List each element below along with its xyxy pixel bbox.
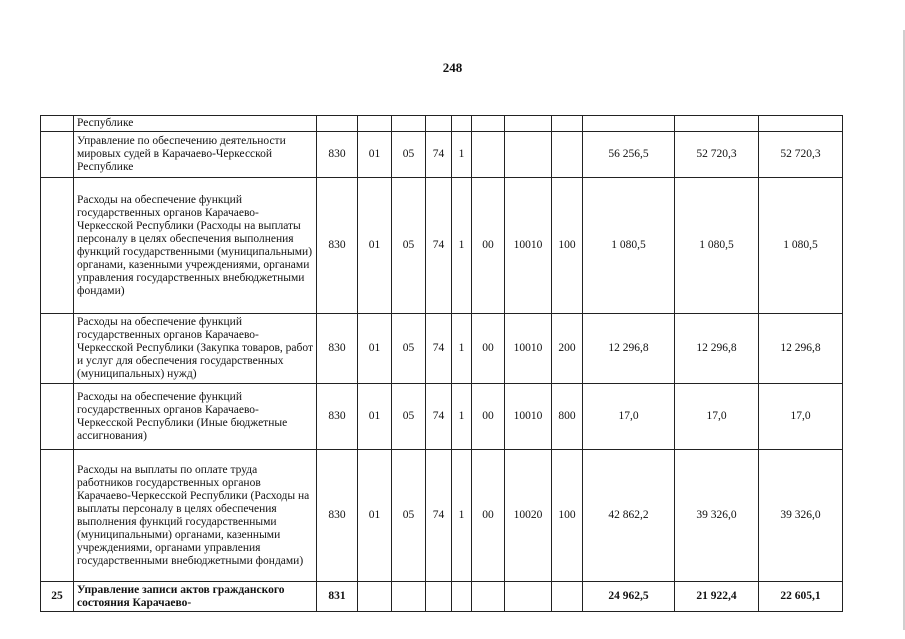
code-program: 74 xyxy=(426,178,452,314)
table-row xyxy=(41,178,843,314)
code-activity: 00 xyxy=(472,314,505,384)
code-section xyxy=(358,582,392,612)
code-subprogram: 1 xyxy=(452,384,472,450)
code-activity xyxy=(472,132,505,178)
code-program xyxy=(426,582,452,612)
code-activity: 00 xyxy=(472,178,505,314)
code-section: 01 xyxy=(358,384,392,450)
code-subprogram xyxy=(452,582,472,612)
row-index: 25 xyxy=(41,582,74,612)
code-section: 01 xyxy=(358,450,392,582)
amount-year-2: 52 720,3 xyxy=(675,132,759,178)
page-number: 248 xyxy=(442,60,463,75)
table-row xyxy=(41,450,843,582)
code-subprogram xyxy=(452,116,472,132)
row-index xyxy=(41,450,74,582)
table-row xyxy=(41,582,843,612)
code-program: 74 xyxy=(426,450,452,582)
code-direction: 10010 xyxy=(505,178,552,314)
row-index xyxy=(41,178,74,314)
row-name: Расходы на выплаты по оплате труда работников государственных органов Карачаево-Черкесской Республики (Расходы на выплаты персоналу в целях обеспечения выполнения функций государственными (муниципальными) органами, казенными учреждениями, органами управления государственными внебюджетными фондами) xyxy=(74,450,317,582)
row-name: Республике xyxy=(74,116,317,132)
amount-year-1: 12 296,8 xyxy=(583,314,675,384)
code-subsection: 05 xyxy=(392,132,426,178)
amount-year-1 xyxy=(583,116,675,132)
code-admin: 830 xyxy=(317,314,358,384)
table-row xyxy=(41,384,843,450)
row-name: Управление по обеспечению деятельности мировых судей в Карачаево-Черкесской Республике xyxy=(74,132,317,178)
code-subsection: 05 xyxy=(392,314,426,384)
code-admin: 830 xyxy=(317,132,358,178)
code-section: 01 xyxy=(358,132,392,178)
amount-year-1: 17,0 xyxy=(583,384,675,450)
row-name: Расходы на обеспечение функций государственных органов Карачаево-Черкесской Республики (Иные бюджетные ассигнования) xyxy=(74,384,317,450)
code-subprogram: 1 xyxy=(452,450,472,582)
code-activity: 00 xyxy=(472,450,505,582)
code-direction xyxy=(505,116,552,132)
code-admin xyxy=(317,116,358,132)
amount-year-2: 39 326,0 xyxy=(675,450,759,582)
table-row xyxy=(41,116,843,132)
code-subsection: 05 xyxy=(392,384,426,450)
amount-year-2: 17,0 xyxy=(675,384,759,450)
amount-year-1: 1 080,5 xyxy=(583,178,675,314)
amount-year-3: 22 605,1 xyxy=(759,582,843,612)
amount-year-3: 1 080,5 xyxy=(759,178,843,314)
code-subsection xyxy=(392,582,426,612)
code-expense-type xyxy=(552,132,583,178)
row-name: Расходы на обеспечение функций государственных органов Карачаево-Черкесской Республики (Расходы на выплаты персоналу в целях обеспечения выполнения функций государственными (муниципальными) органами, казенными учреждениями, органами управления государственных внебюджетными фондами) xyxy=(74,178,317,314)
row-index xyxy=(41,132,74,178)
budget-table xyxy=(40,115,843,612)
code-subprogram: 1 xyxy=(452,314,472,384)
code-program: 74 xyxy=(426,384,452,450)
code-activity xyxy=(472,116,505,132)
code-direction: 10010 xyxy=(505,384,552,450)
code-subsection: 05 xyxy=(392,178,426,314)
row-index xyxy=(41,384,74,450)
code-activity: 00 xyxy=(472,384,505,450)
amount-year-2: 12 296,8 xyxy=(675,314,759,384)
code-subsection: 05 xyxy=(392,450,426,582)
amount-year-3: 12 296,8 xyxy=(759,314,843,384)
code-expense-type: 100 xyxy=(552,178,583,314)
code-admin: 830 xyxy=(317,450,358,582)
code-direction xyxy=(505,582,552,612)
code-expense-type: 800 xyxy=(552,384,583,450)
code-expense-type xyxy=(552,116,583,132)
amount-year-1: 42 862,2 xyxy=(583,450,675,582)
code-expense-type xyxy=(552,582,583,612)
amount-year-1: 24 962,5 xyxy=(583,582,675,612)
code-program: 74 xyxy=(426,314,452,384)
code-expense-type: 100 xyxy=(552,450,583,582)
amount-year-2: 21 922,4 xyxy=(675,582,759,612)
row-index xyxy=(41,314,74,384)
amount-year-3 xyxy=(759,116,843,132)
code-direction: 10020 xyxy=(505,450,552,582)
amount-year-1: 56 256,5 xyxy=(583,132,675,178)
code-subprogram: 1 xyxy=(452,178,472,314)
code-admin: 830 xyxy=(317,178,358,314)
code-program xyxy=(426,116,452,132)
table-row xyxy=(41,314,843,384)
code-activity xyxy=(472,582,505,612)
amount-year-3: 39 326,0 xyxy=(759,450,843,582)
code-program: 74 xyxy=(426,132,452,178)
row-index xyxy=(41,116,74,132)
code-admin: 831 xyxy=(317,582,358,612)
row-name: Управление записи актов гражданского состояния Карачаево- xyxy=(74,582,317,612)
row-name: Расходы на обеспечение функций государственных органов Карачаево-Черкесской Республики (Закупка товаров, работ и услуг для обеспечения государственных (муниципальных) нужд) xyxy=(74,314,317,384)
code-expense-type: 200 xyxy=(552,314,583,384)
amount-year-3: 52 720,3 xyxy=(759,132,843,178)
code-section: 01 xyxy=(358,314,392,384)
table-row xyxy=(41,132,843,178)
code-subsection xyxy=(392,116,426,132)
amount-year-2 xyxy=(675,116,759,132)
code-admin: 830 xyxy=(317,384,358,450)
code-section: 01 xyxy=(358,178,392,314)
code-section xyxy=(358,116,392,132)
code-subprogram: 1 xyxy=(452,132,472,178)
amount-year-3: 17,0 xyxy=(759,384,843,450)
code-direction: 10010 xyxy=(505,314,552,384)
amount-year-2: 1 080,5 xyxy=(675,178,759,314)
code-direction xyxy=(505,132,552,178)
